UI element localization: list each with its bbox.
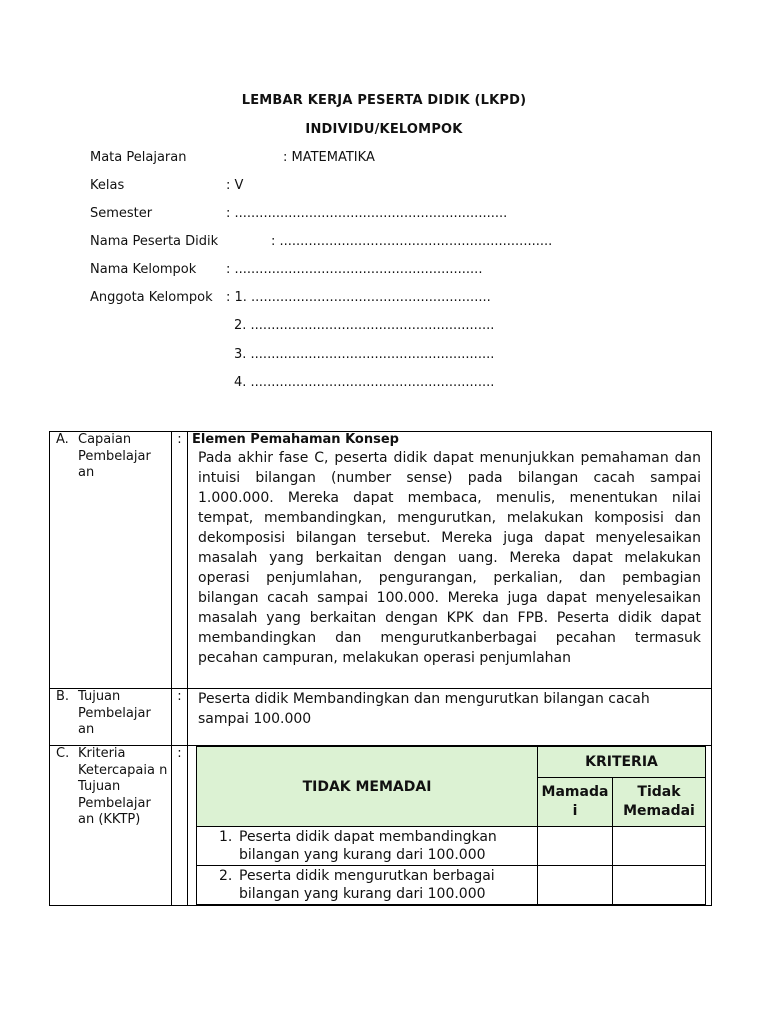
row-number: A. xyxy=(56,432,69,447)
item-number: 2. xyxy=(219,868,233,884)
semester-field[interactable]: : .................................................................. xyxy=(226,206,508,221)
kktp-row xyxy=(197,827,706,866)
row-kktp xyxy=(50,746,712,906)
kktp-header-tidak: Tidak Memadai xyxy=(613,778,706,827)
memadai-checkbox-1[interactable] xyxy=(538,827,613,866)
tidak-memadai-checkbox-2[interactable] xyxy=(613,866,706,905)
capaian-text: Pada akhir fase C, peserta didik dapat menunjukkan pemahaman dan intuisi bilangan (number sense) pada bilangan cacah sampai 1.000.000. Mereka dapat membaca, menulis, menentukan nilai tempat, membandingkan, mengurutkan, melakukan komposisi dan dekomposisi bilangan tersebut. Mereka juga dapat menyelesaikan masalah yang berkaitan dengan uang. Mereka dapat melakukan operasi penjumlahan, pengurangan, perkalian, dan pembagian bilangan cacah sampai 100.000. Mereka juga dapat menyelesaikan masalah yang berkaitan dengan KPK dan FPB. Peserta didik dapat membandingkan dan mengurutkanberbagai pecahan termasuk pecahan campuran, melakukan operasi penjumlahan xyxy=(198,450,701,666)
item-text: Peserta didik mengurutkan berbagai bilangan yang kurang dari 100.000 xyxy=(239,868,495,902)
anggota-field-1[interactable]: : 1. .......................................................... xyxy=(226,290,491,305)
kelas-label: Kelas xyxy=(90,178,125,193)
capaian-heading: Elemen Pemahaman Konsep xyxy=(192,432,399,447)
row-tujuan xyxy=(50,689,712,746)
page-subtitle: INDIVIDU/KELOMPOK xyxy=(305,122,463,137)
anggota-field-2[interactable]: 2. ........................................................... xyxy=(234,318,495,333)
row-label: Capaian Pembelajar an xyxy=(78,432,151,480)
mapel-value: : MATEMATIKA xyxy=(283,150,375,165)
colon: : xyxy=(172,432,188,689)
item-number: 1. xyxy=(219,829,233,845)
anggota-field-3[interactable]: 3. ........................................................... xyxy=(234,347,495,362)
page-title: LEMBAR KERJA PESERTA DIDIK (LKPD) xyxy=(241,93,527,108)
memadai-checkbox-2[interactable] xyxy=(538,866,613,905)
row-number: C. xyxy=(56,746,70,761)
kelompok-field[interactable]: : ............................................................ xyxy=(226,262,483,277)
row-label: Tujuan Pembelajar an xyxy=(78,689,151,737)
kelompok-label: Nama Kelompok xyxy=(90,262,197,277)
row-label: Kriteria Ketercapaia n Tujuan Pembelajar an (KKTP) xyxy=(78,746,168,827)
nama-field[interactable]: : .................................................................. xyxy=(271,234,553,249)
item-text: Peserta didik dapat membandingkan bilangan yang kurang dari 100.000 xyxy=(239,829,497,863)
anggota-label: Anggota Kelompok xyxy=(90,290,213,305)
mapel-label: Mata Pelajaran xyxy=(90,150,187,165)
colon: : xyxy=(172,746,188,906)
kelas-value: : V xyxy=(226,178,244,193)
semester-label: Semester xyxy=(90,206,153,221)
kktp-table xyxy=(196,746,706,905)
kktp-row xyxy=(197,866,706,905)
kktp-header-memadai: Mamada i xyxy=(538,778,613,827)
nama-label: Nama Peserta Didik xyxy=(90,234,219,249)
kktp-header-tidak-memadai: TIDAK MEMADAI xyxy=(197,747,538,827)
colon: : xyxy=(172,689,188,746)
anggota-field-4[interactable]: 4. ........................................................... xyxy=(234,375,495,390)
row-capaian xyxy=(50,432,712,689)
kktp-header-kriteria: KRITERIA xyxy=(538,747,706,778)
row-number: B. xyxy=(56,689,70,704)
tidak-memadai-checkbox-1[interactable] xyxy=(613,827,706,866)
lkpd-table xyxy=(49,431,711,906)
tujuan-text: Peserta didik Membandingkan dan mengurutkan bilangan cacah sampai 100.000 xyxy=(198,691,650,727)
